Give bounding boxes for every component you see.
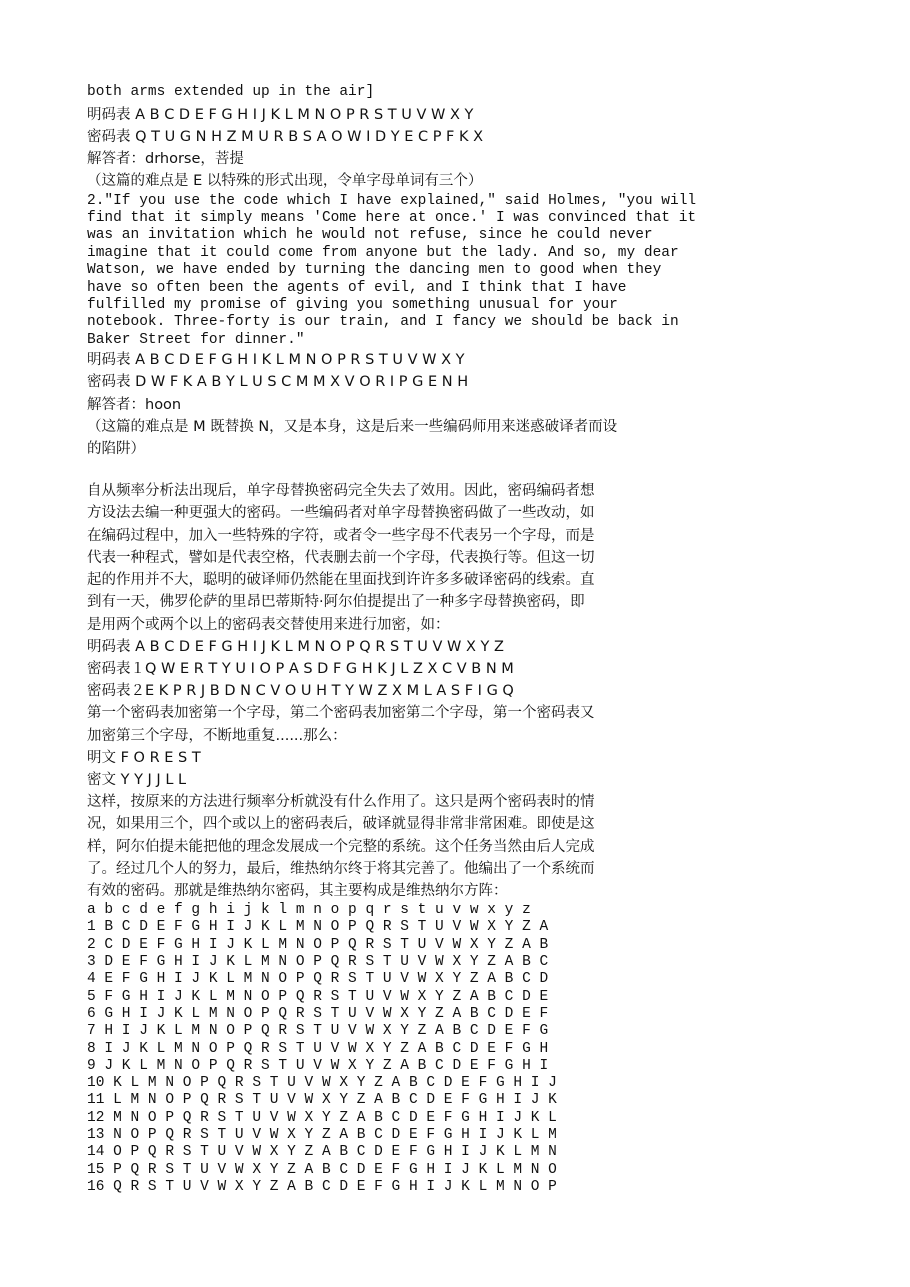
- plain-alphabet-row: 明码表 A B C D E F G H I J K L M N O P Q R S T U V W X Y Z: [87, 638, 504, 655]
- paragraph-line: 这样，按原来的方法进行频率分析就没有什么作用了。这只是两个密码表时的情: [87, 794, 595, 811]
- note-line: （这篇的难点是 M 既替换 N，又是本身，这是后来一些编码师用来迷惑破译者而设: [87, 418, 618, 435]
- cipher-alphabet-row-2: 密码表２E K P R J B D N C V O U H T Y W Z X M L A S F I G Q: [87, 683, 514, 700]
- note-line: （这篇的难点是 E 以特殊的形式出现，令单字母单词有三个）: [87, 173, 483, 190]
- plain-alphabet-row: 明码表 A B C D E F G H I J K L M N O P R S T U V W X Y: [87, 106, 474, 123]
- vigenere-row: 3 D E F G H I J K L M N O P Q R S T U V W X Y Z A B C: [87, 954, 549, 971]
- solver-line: 解答者：hoon: [87, 396, 182, 413]
- vigenere-row: 14 O P Q R S T U V W X Y Z A B C D E F G H I J K L M N: [87, 1144, 557, 1161]
- vigenere-row: 1 B C D E F G H I J K L M N O P Q R S T U V W X Y Z A: [87, 919, 549, 936]
- paragraph-line: 在编码过程中，加入一些特殊的字符，或者令一些字母不代表另一个字母，而是: [87, 527, 595, 544]
- quote-line: Watson, we have ended by turning the dancing men to good when they: [87, 262, 662, 279]
- paragraph: [87, 480, 747, 635]
- quote-line: fulfilled my promise of giving you something unusual for your: [87, 297, 618, 314]
- paragraph-line: 有效的密码。那就是维热纳尔密码，其主要构成是维热纳尔方阵：: [87, 882, 508, 899]
- paragraph-line: 起的作用并不大，聪明的破译师仍然能在里面找到许许多多破译密码的线索。直: [87, 572, 595, 589]
- vigenere-row: 7 H I J K L M N O P Q R S T U V W X Y Z A B C D E F G: [87, 1023, 549, 1040]
- quote-line: was an invitation which he would not refuse, since he could never: [87, 227, 653, 244]
- vigenere-row: 9 J K L M N O P Q R S T U V W X Y Z A B C D E F G H I: [87, 1057, 549, 1074]
- vigenere-header-row: a b c d e f g h i j k l m n o p q r s t u v w x y z: [87, 902, 531, 919]
- vigenere-row: 6 G H I J K L M N O P Q R S T U V W X Y Z A B C D E F: [87, 1005, 549, 1022]
- quote-line: imagine that it could come from anyone but the lady. And so, my dear: [87, 244, 679, 261]
- paragraph-line: 了。经过几个人的努力，最后，维热纳尔终于将其完善了。他编出了一个系统而: [87, 860, 595, 877]
- paragraph-line: 到有一天，佛罗伦萨的里昂巴蒂斯特·阿尔伯提提出了一种多字母替换密码，即: [87, 594, 585, 611]
- paragraph-line: 是用两个或两个以上的密码表交替使用来进行加密，如：: [87, 616, 450, 633]
- solver-line: 解答者：drhorse，菩提: [87, 151, 244, 168]
- quote-line: 2."If you use the code which I have explained," said Holmes, "you will: [87, 192, 697, 209]
- cipher-alphabet-row: 密码表 D W F K A B Y L U S C M M X V O R I P G E N H: [87, 374, 469, 391]
- vigenere-row: 5 F G H I J K L M N O P Q R S T U V W X Y Z A B C D E: [87, 988, 549, 1005]
- vigenere-row: 8 I J K L M N O P Q R S T U V W X Y Z A B C D E F G H: [87, 1040, 549, 1057]
- quote-line: have so often been the agents of evil, and I think that I have: [87, 279, 627, 296]
- paragraph-line: 第一个密码表加密第一个字母，第二个密码表加密第二个字母，第一个密码表又: [87, 705, 595, 722]
- vigenere-row: 11 L M N O P Q R S T U V W X Y Z A B C D E F G H I J K: [87, 1092, 557, 1109]
- vigenere-row: 15 P Q R S T U V W X Y Z A B C D E F G H I J K L M N O: [87, 1161, 557, 1178]
- plaintext-row: 明文 F O R E S T: [87, 749, 201, 766]
- paragraph-line: 方设法去编一种更强大的密码。一些编码者对单字母替换密码做了一些改动，如: [87, 505, 595, 522]
- quote-line: notebook. Three-forty is our train, and I fancy we should be back in: [87, 314, 679, 331]
- note-line: 的陷阱）: [87, 441, 145, 458]
- paragraph-line: 况，如果用三个，四个或以上的密码表后，破译就显得非常非常困难。即使是这: [87, 816, 595, 833]
- plain-alphabet-row: 明码表 A B C D E F G H I K L M N O P R S T U V W X Y: [87, 352, 465, 369]
- vigenere-row: 12 M N O P Q R S T U V W X Y Z A B C D E F G H I J K L: [87, 1109, 557, 1126]
- document-page: [87, 82, 747, 1196]
- paragraph: [87, 791, 747, 902]
- paragraph-line: 代表一种程式，譬如是代表空格，代表删去前一个字母，代表换行等。但这一切: [87, 549, 595, 566]
- quote-line: Baker Street for dinner.": [87, 331, 305, 348]
- paragraph-gap: [87, 460, 747, 480]
- ciphertext-row: 密文 Y Y J J L L: [87, 771, 187, 788]
- paragraph-line: 自从频率分析法出现后，单字母替换密码完全失去了效用。因此，密码编码者想: [87, 483, 595, 500]
- vigenere-row: 13 N O P Q R S T U V W X Y Z A B C D E F G H I J K L M: [87, 1127, 557, 1143]
- paragraph-line: 加密第三个字母，不断地重复......那么：: [87, 727, 347, 744]
- cipher-alphabet-row: 密码表 Q T U G N H Z M U R B S A O W I D Y E C P F K X: [87, 129, 484, 145]
- vigenere-row: 2 C D E F G H I J K L M N O P Q R S T U V W X Y Z A B: [87, 936, 549, 953]
- cipher-tables: [87, 636, 747, 791]
- vigenere-row: 16 Q R S T U V W X Y Z A B C D E F G H I J K L M N O P: [87, 1178, 557, 1195]
- vigenere-row: 4 E F G H I J K L M N O P Q R S T U V W X Y Z A B C D: [87, 971, 549, 988]
- quote-block: [87, 193, 747, 350]
- vigenere-row: 10 K L M N O P Q R S T U V W X Y Z A B C D E F G H I J: [87, 1075, 557, 1092]
- cipher-alphabet-row-1: 密码表１Q W E R T Y U I O P A S D F G H K J L Z X C V B N M: [87, 660, 514, 677]
- quote-line: find that it simply means 'Come here at once.' I was convinced that it: [87, 210, 697, 227]
- paragraph-line: 样，阿尔伯提未能把他的理念发展成一个完整的系统。这个任务当然由后人完成: [87, 838, 595, 855]
- text-line: both arms extended up in the air]: [87, 84, 375, 100]
- vigenere-square: [87, 902, 747, 1196]
